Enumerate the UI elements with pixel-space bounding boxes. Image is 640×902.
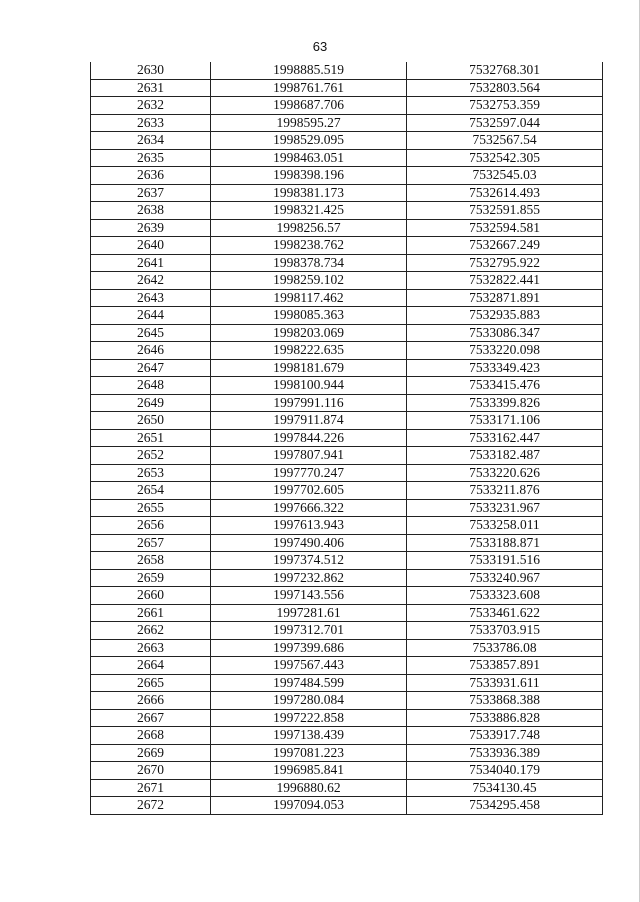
table-row xyxy=(91,482,603,500)
table-row xyxy=(91,132,603,150)
x-coordinate-cell: 1997702.605 xyxy=(211,482,407,500)
y-coordinate-cell: 7533399.826 xyxy=(407,394,603,412)
table-row xyxy=(91,762,603,780)
point-number-cell: 2652 xyxy=(91,447,211,465)
point-number-cell: 2644 xyxy=(91,307,211,325)
point-number-cell: 2639 xyxy=(91,219,211,237)
x-coordinate-cell: 1997807.941 xyxy=(211,447,407,465)
x-coordinate-cell: 1997770.247 xyxy=(211,464,407,482)
x-coordinate-cell: 1998203.069 xyxy=(211,324,407,342)
table-row xyxy=(91,517,603,535)
x-coordinate-cell: 1997399.686 xyxy=(211,639,407,657)
x-coordinate-cell: 1997312.701 xyxy=(211,622,407,640)
table-row xyxy=(91,692,603,710)
table-row xyxy=(91,377,603,395)
y-coordinate-cell: 7533182.487 xyxy=(407,447,603,465)
point-number-cell: 2648 xyxy=(91,377,211,395)
point-number-cell: 2655 xyxy=(91,499,211,517)
point-number-cell: 2631 xyxy=(91,79,211,97)
x-coordinate-cell: 1998463.051 xyxy=(211,149,407,167)
x-coordinate-cell: 1998378.734 xyxy=(211,254,407,272)
x-coordinate-cell: 1998100.944 xyxy=(211,377,407,395)
point-number-cell: 2657 xyxy=(91,534,211,552)
x-coordinate-cell: 1997567.443 xyxy=(211,657,407,675)
y-coordinate-cell: 7533857.891 xyxy=(407,657,603,675)
point-number-cell: 2660 xyxy=(91,587,211,605)
y-coordinate-cell: 7533220.098 xyxy=(407,342,603,360)
point-number-cell: 2630 xyxy=(91,62,211,79)
x-coordinate-cell: 1998885.519 xyxy=(211,62,407,79)
table-row xyxy=(91,464,603,482)
table-row xyxy=(91,254,603,272)
y-coordinate-cell: 7533931.611 xyxy=(407,674,603,692)
table-row xyxy=(91,622,603,640)
y-coordinate-cell: 7533220.626 xyxy=(407,464,603,482)
x-coordinate-cell: 1997374.512 xyxy=(211,552,407,570)
point-number-cell: 2665 xyxy=(91,674,211,692)
point-number-cell: 2659 xyxy=(91,569,211,587)
y-coordinate-cell: 7532545.03 xyxy=(407,167,603,185)
x-coordinate-cell: 1998529.095 xyxy=(211,132,407,150)
table-row xyxy=(91,534,603,552)
table-row xyxy=(91,744,603,762)
x-coordinate-cell: 1998222.635 xyxy=(211,342,407,360)
table-row xyxy=(91,97,603,115)
point-number-cell: 2640 xyxy=(91,237,211,255)
y-coordinate-cell: 7532594.581 xyxy=(407,219,603,237)
y-coordinate-cell: 7532667.249 xyxy=(407,237,603,255)
y-coordinate-cell: 7532567.54 xyxy=(407,132,603,150)
table-row xyxy=(91,62,603,79)
table-row xyxy=(91,657,603,675)
point-number-cell: 2634 xyxy=(91,132,211,150)
point-number-cell: 2664 xyxy=(91,657,211,675)
x-coordinate-cell: 1997991.116 xyxy=(211,394,407,412)
y-coordinate-cell: 7533240.967 xyxy=(407,569,603,587)
table-row xyxy=(91,674,603,692)
y-coordinate-cell: 7533188.871 xyxy=(407,534,603,552)
table-row xyxy=(91,342,603,360)
x-coordinate-cell: 1998181.679 xyxy=(211,359,407,377)
x-coordinate-cell: 1997081.223 xyxy=(211,744,407,762)
coordinates-table xyxy=(90,62,603,815)
y-coordinate-cell: 7533349.423 xyxy=(407,359,603,377)
table-row xyxy=(91,289,603,307)
point-number-cell: 2641 xyxy=(91,254,211,272)
x-coordinate-cell: 1997844.226 xyxy=(211,429,407,447)
y-coordinate-cell: 7533191.516 xyxy=(407,552,603,570)
x-coordinate-cell: 1997222.858 xyxy=(211,709,407,727)
point-number-cell: 2658 xyxy=(91,552,211,570)
table-row xyxy=(91,797,603,815)
point-number-cell: 2670 xyxy=(91,762,211,780)
y-coordinate-cell: 7533162.447 xyxy=(407,429,603,447)
table-row xyxy=(91,447,603,465)
x-coordinate-cell: 1998238.762 xyxy=(211,237,407,255)
y-coordinate-cell: 7533917.748 xyxy=(407,727,603,745)
point-number-cell: 2663 xyxy=(91,639,211,657)
y-coordinate-cell: 7533786.08 xyxy=(407,639,603,657)
table-row xyxy=(91,79,603,97)
y-coordinate-cell: 7532591.855 xyxy=(407,202,603,220)
point-number-cell: 2647 xyxy=(91,359,211,377)
y-coordinate-cell: 7533231.967 xyxy=(407,499,603,517)
table-row xyxy=(91,167,603,185)
table-row xyxy=(91,412,603,430)
y-coordinate-cell: 7533323.608 xyxy=(407,587,603,605)
point-number-cell: 2661 xyxy=(91,604,211,622)
point-number-cell: 2666 xyxy=(91,692,211,710)
y-coordinate-cell: 7532614.493 xyxy=(407,184,603,202)
y-coordinate-cell: 7534295.458 xyxy=(407,797,603,815)
table-row xyxy=(91,394,603,412)
point-number-cell: 2636 xyxy=(91,167,211,185)
x-coordinate-cell: 1997484.599 xyxy=(211,674,407,692)
point-number-cell: 2635 xyxy=(91,149,211,167)
table-row xyxy=(91,149,603,167)
x-coordinate-cell: 1997094.053 xyxy=(211,797,407,815)
y-coordinate-cell: 7533703.915 xyxy=(407,622,603,640)
x-coordinate-cell: 1998398.196 xyxy=(211,167,407,185)
point-number-cell: 2654 xyxy=(91,482,211,500)
point-number-cell: 2656 xyxy=(91,517,211,535)
y-coordinate-cell: 7533086.347 xyxy=(407,324,603,342)
x-coordinate-cell: 1998381.173 xyxy=(211,184,407,202)
x-coordinate-cell: 1998321.425 xyxy=(211,202,407,220)
point-number-cell: 2672 xyxy=(91,797,211,815)
y-coordinate-cell: 7532795.922 xyxy=(407,254,603,272)
table-row xyxy=(91,552,603,570)
table-row xyxy=(91,307,603,325)
y-coordinate-cell: 7533171.106 xyxy=(407,412,603,430)
x-coordinate-cell: 1997143.556 xyxy=(211,587,407,605)
table-row xyxy=(91,587,603,605)
y-coordinate-cell: 7533886.828 xyxy=(407,709,603,727)
x-coordinate-cell: 1998259.102 xyxy=(211,272,407,290)
x-coordinate-cell: 1997281.61 xyxy=(211,604,407,622)
x-coordinate-cell: 1996880.62 xyxy=(211,779,407,797)
point-number-cell: 2651 xyxy=(91,429,211,447)
y-coordinate-cell: 7532871.891 xyxy=(407,289,603,307)
point-number-cell: 2646 xyxy=(91,342,211,360)
y-coordinate-cell: 7533415.476 xyxy=(407,377,603,395)
table-row xyxy=(91,604,603,622)
point-number-cell: 2671 xyxy=(91,779,211,797)
x-coordinate-cell: 1997490.406 xyxy=(211,534,407,552)
point-number-cell: 2632 xyxy=(91,97,211,115)
y-coordinate-cell: 7532597.044 xyxy=(407,114,603,132)
point-number-cell: 2668 xyxy=(91,727,211,745)
y-coordinate-cell: 7532753.359 xyxy=(407,97,603,115)
point-number-cell: 2662 xyxy=(91,622,211,640)
page-number: 63 xyxy=(312,39,328,54)
table-row xyxy=(91,237,603,255)
x-coordinate-cell: 1996985.841 xyxy=(211,762,407,780)
point-number-cell: 2669 xyxy=(91,744,211,762)
table-row xyxy=(91,429,603,447)
table-row xyxy=(91,569,603,587)
table-row xyxy=(91,779,603,797)
table-row xyxy=(91,499,603,517)
x-coordinate-cell: 1998085.363 xyxy=(211,307,407,325)
x-coordinate-cell: 1997911.874 xyxy=(211,412,407,430)
point-number-cell: 2633 xyxy=(91,114,211,132)
table-row xyxy=(91,219,603,237)
y-coordinate-cell: 7533258.011 xyxy=(407,517,603,535)
point-number-cell: 2667 xyxy=(91,709,211,727)
y-coordinate-cell: 7533211.876 xyxy=(407,482,603,500)
table-row xyxy=(91,272,603,290)
x-coordinate-cell: 1997666.322 xyxy=(211,499,407,517)
x-coordinate-cell: 1998761.761 xyxy=(211,79,407,97)
point-number-cell: 2649 xyxy=(91,394,211,412)
table-row xyxy=(91,184,603,202)
table-row xyxy=(91,709,603,727)
point-number-cell: 2638 xyxy=(91,202,211,220)
table-row xyxy=(91,639,603,657)
y-coordinate-cell: 7533936.389 xyxy=(407,744,603,762)
point-number-cell: 2645 xyxy=(91,324,211,342)
x-coordinate-cell: 1998117.462 xyxy=(211,289,407,307)
x-coordinate-cell: 1998595.27 xyxy=(211,114,407,132)
y-coordinate-cell: 7534040.179 xyxy=(407,762,603,780)
table-row xyxy=(91,324,603,342)
point-number-cell: 2642 xyxy=(91,272,211,290)
y-coordinate-cell: 7533868.388 xyxy=(407,692,603,710)
y-coordinate-cell: 7532542.305 xyxy=(407,149,603,167)
y-coordinate-cell: 7532803.564 xyxy=(407,79,603,97)
x-coordinate-cell: 1997280.084 xyxy=(211,692,407,710)
coordinates-table-body xyxy=(91,62,603,814)
x-coordinate-cell: 1997138.439 xyxy=(211,727,407,745)
x-coordinate-cell: 1998687.706 xyxy=(211,97,407,115)
x-coordinate-cell: 1997232.862 xyxy=(211,569,407,587)
y-coordinate-cell: 7534130.45 xyxy=(407,779,603,797)
table-row xyxy=(91,727,603,745)
point-number-cell: 2643 xyxy=(91,289,211,307)
y-coordinate-cell: 7532935.883 xyxy=(407,307,603,325)
table-row xyxy=(91,202,603,220)
x-coordinate-cell: 1998256.57 xyxy=(211,219,407,237)
y-coordinate-cell: 7532768.301 xyxy=(407,62,603,79)
point-number-cell: 2637 xyxy=(91,184,211,202)
table-row xyxy=(91,359,603,377)
x-coordinate-cell: 1997613.943 xyxy=(211,517,407,535)
y-coordinate-cell: 7532822.441 xyxy=(407,272,603,290)
y-coordinate-cell: 7533461.622 xyxy=(407,604,603,622)
point-number-cell: 2653 xyxy=(91,464,211,482)
point-number-cell: 2650 xyxy=(91,412,211,430)
table-row xyxy=(91,114,603,132)
